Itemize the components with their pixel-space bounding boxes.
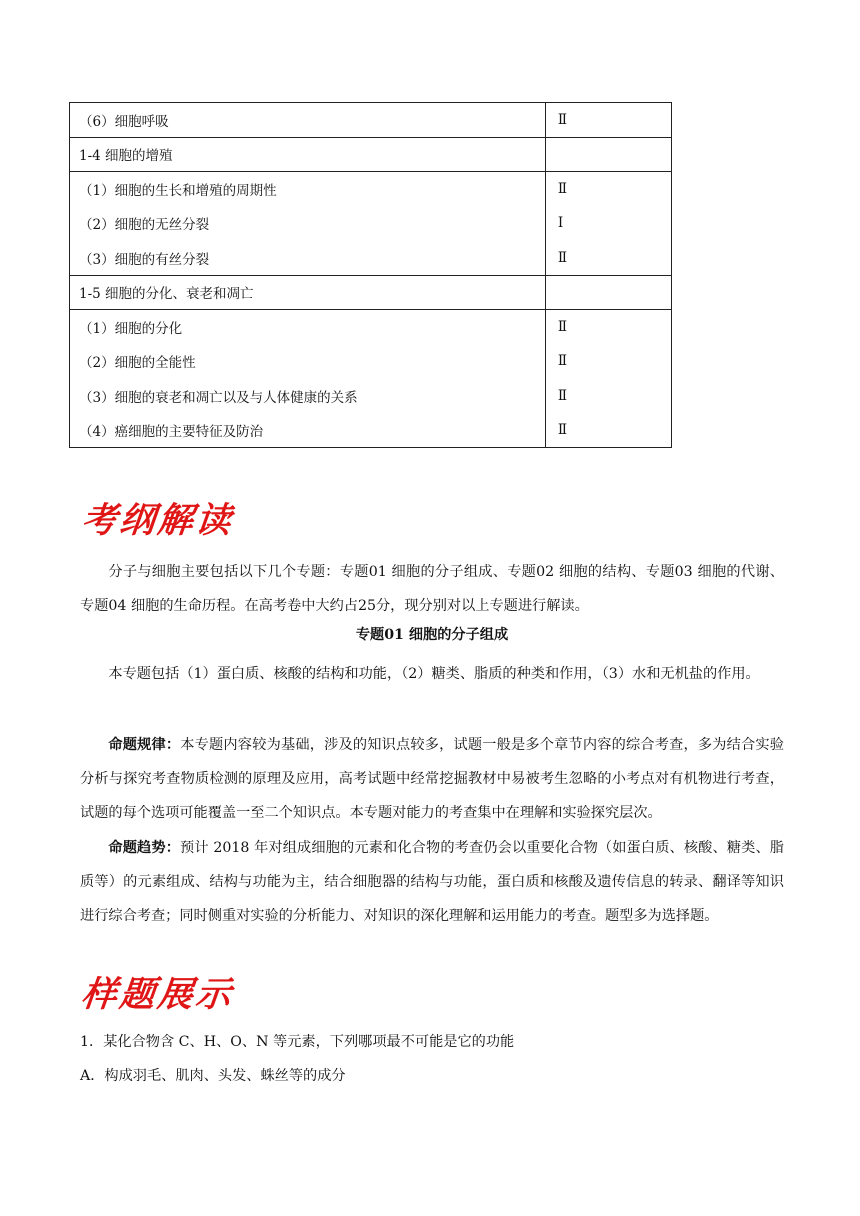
topic-title: 专题01 细胞的分子组成 (355, 627, 509, 643)
rule-text: 本专题内容较为基础，涉及的知识点较多，试题一般是多个章节内容的综合考查，多为结合实验分析与探究考查物质检测的原理及应用，高考试题中经常挖掘教材中易被考生忽略的小考点对有机物进行考查，试题的每个选项可能覆盖一至二个知识点。本专题对能力的考查集中在理解和实验探究层次。 (80, 737, 784, 821)
topic-cell: 1-5 细胞的分化、衰老和凋亡 (70, 275, 546, 310)
table-section-row (70, 137, 672, 172)
level-cell: Ⅱ (545, 379, 671, 414)
table-row (70, 310, 672, 345)
level-cell: Ⅱ (545, 344, 671, 379)
topic-cell: （6）细胞呼吸 (70, 103, 546, 138)
rule-label: 命题规律： (108, 737, 181, 753)
trend-text: 预计 2018 年对组成细胞的元素和化合物的考查仍会以重要化合物（如蛋白质、核酸、糖类、脂质等）的元素组成、结构与功能为主，结合细胞器的结构与功能，蛋白质和核酸及遗传信息的转录、翻译等知识进行综合考查；同时侧重对实验的分析能力、对知识的深化理解和运用能力的考查。题型多为选择题。 (80, 840, 784, 924)
table-section-row (70, 275, 672, 310)
table-row (70, 103, 672, 138)
trend-label: 命题趋势： (108, 840, 181, 856)
level-cell: Ⅱ (545, 310, 671, 345)
rule-paragraph (80, 728, 784, 830)
table-row (70, 379, 672, 414)
topic-cell: 1-4 细胞的增殖 (70, 137, 546, 172)
question-stem: 1．某化合物含 C、H、O、N 等元素，下列哪项最不可能是它的功能 (80, 1034, 515, 1050)
topic-cell: （2）细胞的无丝分裂 (70, 206, 546, 241)
section-banner-syllabus: 考纲解读 (79, 501, 236, 541)
topic-cell: （1）细胞的生长和增殖的周期性 (70, 172, 546, 207)
level-cell: Ⅱ (545, 241, 671, 276)
table-row (70, 413, 672, 448)
intro-paragraph: 分子与细胞主要包括以下几个专题：专题01 细胞的分子组成、专题02 细胞的结构、专题03 细胞的代谢、专题04 细胞的生命历程。在高考卷中大约占25分，现分别对以上专题进行解读。 (80, 564, 784, 614)
table-row (70, 344, 672, 379)
topic-description: 本专题包括（1）蛋白质、核酸的结构和功能，（2）糖类、脂质的种类和作用，（3）水和无机盐的作用。 (108, 666, 760, 682)
level-cell: Ⅱ (545, 413, 671, 448)
table-row (70, 241, 672, 276)
level-cell: Ⅱ (545, 172, 671, 207)
level-cell (545, 137, 671, 172)
table-row (70, 206, 672, 241)
level-cell: Ⅰ (545, 206, 671, 241)
level-cell (545, 275, 671, 310)
topic-cell: （1）细胞的分化 (70, 310, 546, 345)
section-banner-samples: 样题展示 (79, 975, 236, 1015)
table-row (70, 172, 672, 207)
trend-paragraph (80, 831, 784, 933)
option-a: A．构成羽毛、肌肉、头发、蛛丝等的成分 (80, 1068, 346, 1084)
level-cell: Ⅱ (545, 103, 671, 138)
syllabus-table (69, 102, 672, 448)
topic-cell: （3）细胞的有丝分裂 (70, 241, 546, 276)
topic-cell: （2）细胞的全能性 (70, 344, 546, 379)
topic-cell: （4）癌细胞的主要特征及防治 (70, 413, 546, 448)
topic-cell: （3）细胞的衰老和凋亡以及与人体健康的关系 (70, 379, 546, 414)
